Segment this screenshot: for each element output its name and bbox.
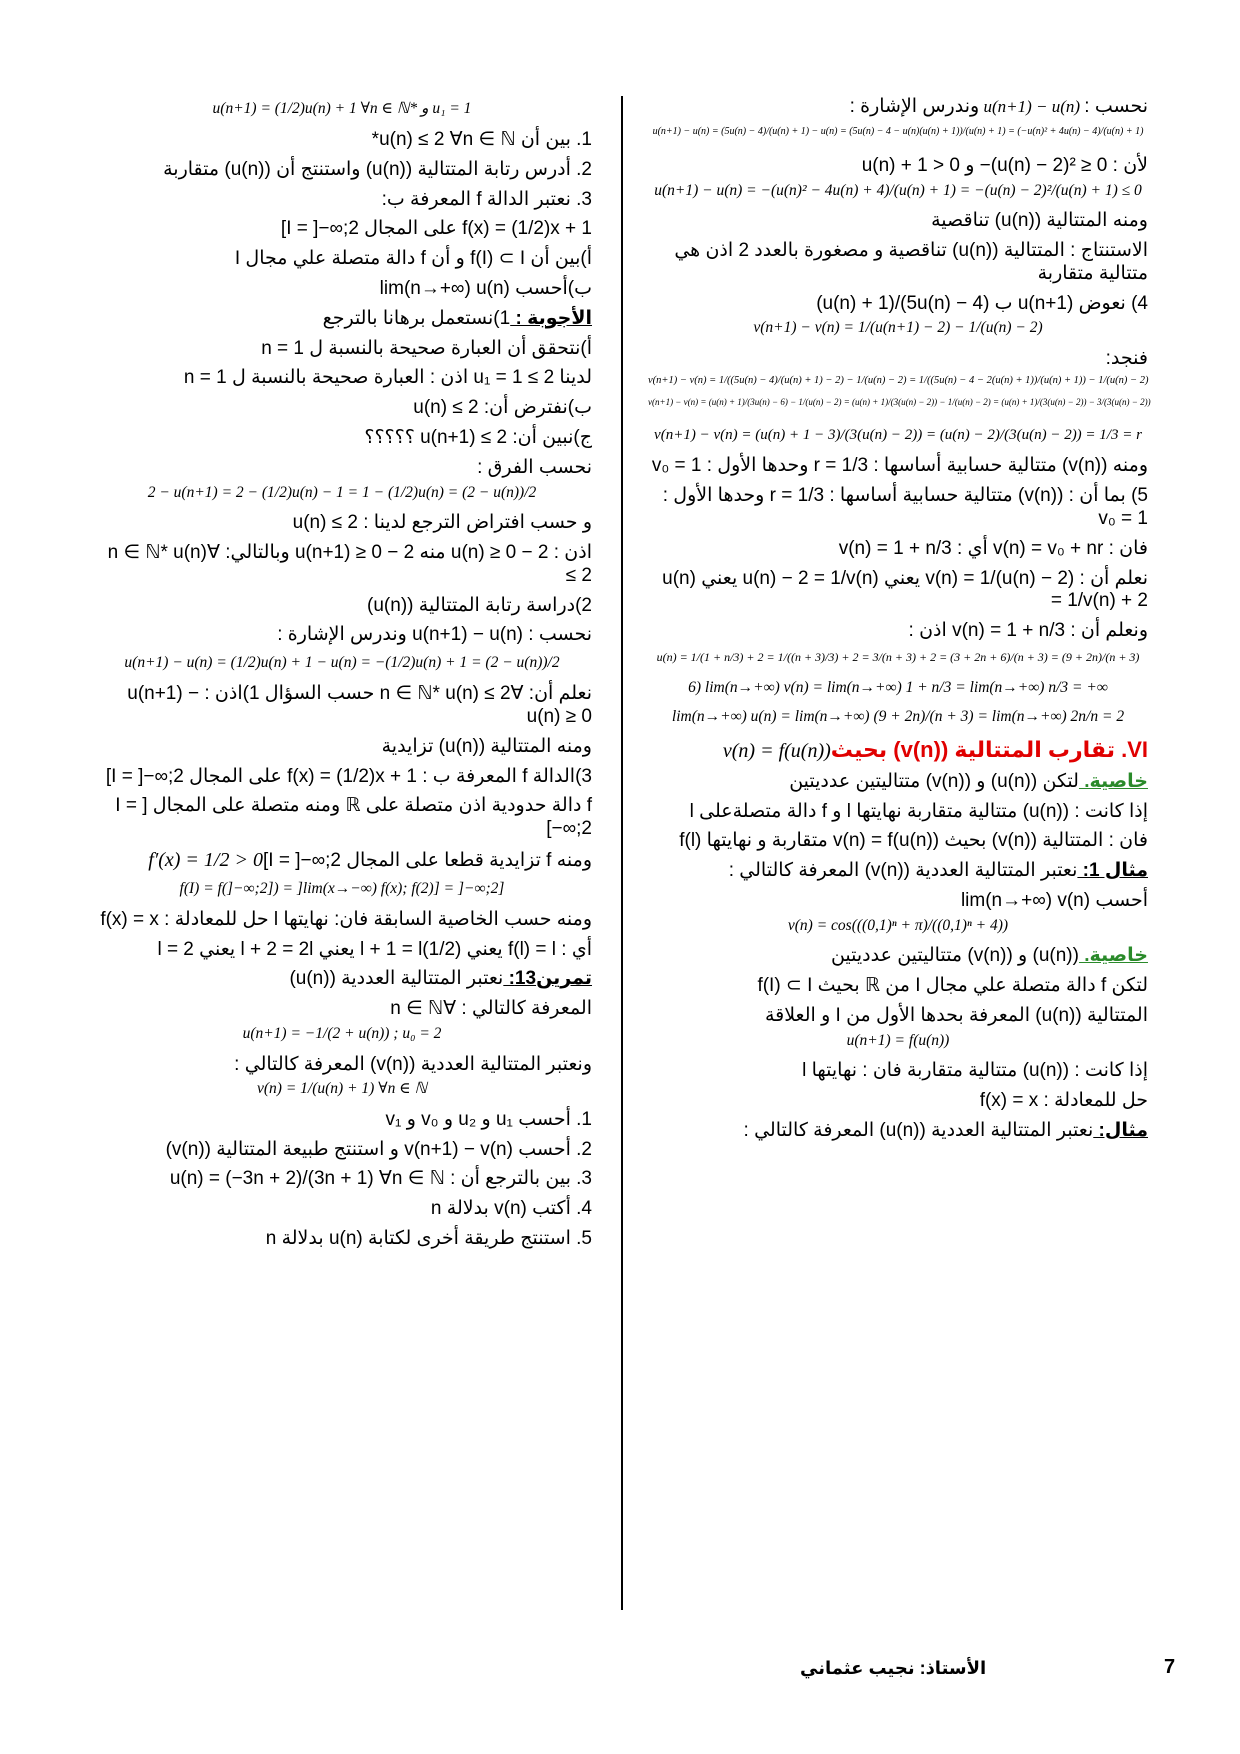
left-column-line bbox=[92, 1228, 592, 1251]
equation: lim(n→+∞) u(n) = lim(n→+∞) (9 + 2n)/(n + 3) = lim(n→+∞) 2n/n = 2 bbox=[671, 707, 1125, 725]
line-text: أ)بين أن f(I) ⊂ I و أن f دالة متصلة علي مجال I bbox=[234, 248, 592, 270]
left-column-line bbox=[92, 909, 592, 932]
left-column-line bbox=[92, 338, 592, 361]
right-column-line bbox=[648, 890, 1148, 935]
section-heading: VI. تقارب المتتالية (v(n)) بحيث bbox=[830, 736, 1148, 762]
right-column-line bbox=[648, 538, 1148, 561]
left-column-line bbox=[92, 736, 592, 759]
right-column-line bbox=[648, 650, 1148, 672]
equation: u(n+1) = f(u(n)) bbox=[846, 1031, 950, 1049]
column-divider bbox=[621, 96, 623, 1610]
left-column-line bbox=[92, 595, 592, 618]
line-text: ومنه (v(n)) متتالية حسابية أساسها : r = 1/3 وحدها الأول : v₀ = 1 bbox=[651, 455, 1148, 477]
right-column-line bbox=[648, 860, 1148, 883]
left-column-line bbox=[92, 367, 592, 390]
left-column-line bbox=[92, 397, 592, 420]
right-column-line bbox=[648, 210, 1148, 233]
equation: u(n+1) − u(n) = (5u(n) − 4)/(u(n) + 1) − u(n) = (5u(n) − 4 − u(n)(u(n) + 1))/(u(n) + 1) = (−u(n)² + 4u(n) − 4)/(u(n) + 1) bbox=[652, 125, 1144, 137]
right-column-line bbox=[648, 96, 1148, 119]
right-column-line bbox=[648, 397, 1151, 419]
line-text: ج)نبين أن: u(n+1) ≤ 2 ؟؟؟؟؟ bbox=[364, 426, 592, 448]
line-text-2: وندرس الإشارة : bbox=[849, 96, 980, 117]
line-text: 4. أكتب v(n) بدلالة n bbox=[430, 1198, 592, 1220]
right-column-line bbox=[648, 240, 1148, 286]
line-text: لتكن f دالة متصلة علي مجال I من ℝ بحيث f(I) ⊂ I bbox=[757, 975, 1148, 997]
line-text: 1. أحسب u₁ و u₂ و v₀ و v₁ bbox=[385, 1108, 592, 1130]
line-text: ب)أحسب lim(n→+∞) u(n) bbox=[379, 277, 592, 299]
line-text: 3)الدالة f المعرفة ب : f(x) = (1/2)x + 1 على المجال I = ]−∞;2] bbox=[105, 765, 592, 787]
equation: u(n) = 1/(1 + n/3) + 2 = 1/((n + 3)/3) + 2 = 3/(n + 3) + 2 = (3 + 2n + 6)/(n + 3) = (9 + 2n)/(n + 3) bbox=[656, 649, 1140, 664]
item-label: مثال 1: bbox=[1077, 860, 1148, 882]
right-column-line bbox=[648, 771, 1148, 794]
left-column-line bbox=[92, 457, 592, 502]
right-column-line bbox=[648, 1090, 1148, 1113]
line-text: 1)نستعمل برهانا بالترجع bbox=[322, 307, 511, 329]
line-text: 2. أدرس رتابة المتتالية (u(n)) واستنتج أن (u(n)) متقاربة bbox=[163, 158, 592, 180]
left-column-line bbox=[92, 542, 592, 588]
line-text: إذا كانت : (u(n)) متتالية متقاربة فان : نهايتها l bbox=[802, 1060, 1148, 1082]
line-text: f(x) = (1/2)x + 1 على المجال I = ]−∞;2] bbox=[280, 218, 592, 240]
line-text: (u(n)) و (v(n)) متتاليتين عدديتين bbox=[830, 945, 1079, 967]
line-text: لدينا u₁ = 1 ≤ 2 اذن : العبارة صحيحة بالنسبة ل n = 1 bbox=[183, 367, 592, 389]
left-column-line bbox=[92, 159, 592, 182]
right-column-line bbox=[648, 126, 1148, 148]
left-column-line bbox=[92, 848, 592, 873]
line-text: ومنه f تزايدية قطعا على المجال I = ]−∞;2] bbox=[262, 849, 592, 871]
item-label: مثال: bbox=[1093, 1119, 1148, 1141]
right-column-line bbox=[648, 830, 1148, 853]
author-name: الأستاذ: نجيب عثماني bbox=[800, 1658, 987, 1678]
item-label: خاصية. bbox=[1078, 770, 1148, 792]
equation: v(n+1) − v(n) = (u(n) + 1)/(3u(n) − 6) − 1/(u(n) − 2) = (u(n) + 1)/(3(u(n) − 2)) − 1/(u(n) − 2) = (u(n) + 1)/(3(u(n) − 2)) − 3/(3(u(n) − 2)) bbox=[648, 397, 1151, 408]
line-text: 4) نعوض u(n+1) ب (5u(n) − 4)/(u(n) + 1) bbox=[816, 292, 1148, 314]
line-text: ونعتبر المتتالية العددية (v(n)) المعرفة كالتالي : bbox=[234, 1053, 592, 1075]
left-column-line bbox=[92, 998, 592, 1043]
right-column-line bbox=[648, 945, 1148, 968]
equation: u(n+1) − u(n) = (1/2)u(n) + 1 − u(n) = −(1/2)u(n) + 1 = (2 − u(n))/2 bbox=[124, 654, 560, 672]
left-column-line bbox=[92, 624, 592, 647]
line-text: و حسب افتراض الترجع لدينا : u(n) ≤ 2 bbox=[292, 512, 592, 534]
equation: 6) lim(n→+∞) v(n) = lim(n→+∞) 1 + n/3 = lim(n→+∞) n/3 = +∞ bbox=[688, 678, 1108, 696]
equation: v(n+1) − v(n) = 1/((5u(n) − 4)/(u(n) + 1) − 2) − 1/(u(n) − 2) = 1/((5u(n) − 4 − 2(u(n) + 1))/(u(n) + 1)) − 1/(u(n) − 2) bbox=[648, 374, 1149, 386]
line-text: الاستنتاج : المتتالية (u(n)) تناقصية و مصغورة بالعدد 2 اذن هي متتالية متقاربة bbox=[674, 239, 1148, 284]
line-text: 5. استنتج طريقة أخرى لكتابة u(n) بدلالة n bbox=[265, 1228, 592, 1250]
line-text: 2. أحسب v(n+1) − v(n) و استنتج طبيعة المتتالية (v(n)) bbox=[165, 1138, 592, 1160]
inline-math: f′(x) = 1/2 > 0 bbox=[143, 848, 263, 871]
line-text: نعتبر المتتالية العددية (u(n)) المعرفة كالتالي : bbox=[743, 1119, 1094, 1141]
line-text: إذا كانت : (u(n)) متتالية متقاربة نهايتها l و f دالة متصلةعلى l bbox=[689, 800, 1148, 822]
line-text: نعلم أن: ∀n ∈ ℕ* u(n) ≤ 2 حسب السؤال 1)اذن : u(n+1) − u(n) ≥ 0 bbox=[127, 683, 592, 727]
line-text: أحسب lim(n→+∞) v(n) bbox=[960, 889, 1148, 911]
equation: u(n+1) = (1/2)u(n) + 1 ∀n ∈ ℕ* و u₁ = 1 bbox=[212, 100, 472, 117]
line-text: نحسب : bbox=[1084, 96, 1148, 117]
line-text: ومنه المتتالية (u(n)) تناقصية bbox=[931, 210, 1148, 232]
line-text: نعتبر المتتالية العددية (u(n)) bbox=[289, 968, 504, 990]
line-text: 2)دراسة رتابة المتتالية (u(n)) bbox=[367, 594, 592, 616]
line-text: ومنه حسب الخاصية السابقة فان: نهايتها l حل للمعادلة : f(x) = x bbox=[100, 908, 592, 930]
left-column-line bbox=[92, 683, 592, 729]
left-column-line bbox=[92, 1198, 592, 1221]
left-column-line bbox=[92, 880, 592, 902]
left-column-line bbox=[92, 427, 592, 450]
line-text: نحسب : u(n+1) − u(n) وندرس الإشارة : bbox=[277, 624, 592, 646]
left-column-line bbox=[92, 766, 592, 789]
left-column-line bbox=[92, 278, 592, 301]
right-column-line bbox=[648, 801, 1148, 824]
left-column-line bbox=[92, 939, 592, 962]
line-text: أي : f(l) = l يعني (1/2)l + 1 = l يعني l + 2 = 2l يعني l = 2 bbox=[157, 938, 592, 960]
left-column-line bbox=[92, 1168, 592, 1191]
line-text: أ)نتحقق أن العبارة صحيحة بالنسبة ل n = 1 bbox=[261, 337, 592, 359]
left-column-line bbox=[92, 129, 592, 152]
line-text: ونعلم أن : v(n) = 1 + n/3 اذن : bbox=[908, 620, 1148, 642]
left-column-line bbox=[92, 189, 592, 212]
inline-math: v(n) = f(u(n)) bbox=[717, 739, 831, 762]
equation: f(I) = f(]−∞;2]) = ]lim(x→−∞) f(x); f(2)] = ]−∞;2] bbox=[179, 879, 505, 897]
right-column bbox=[648, 96, 1151, 1150]
left-column-line bbox=[92, 100, 592, 122]
line-text: 3. نعتبر الدالة f المعرفة ب: bbox=[381, 188, 592, 210]
right-column-line bbox=[648, 348, 1148, 387]
line-text: ومنه المتتالية (u(n)) تزايدية bbox=[381, 735, 592, 757]
right-column-line bbox=[648, 568, 1148, 614]
right-column-line bbox=[648, 1005, 1148, 1050]
line-text: لتكن (u(n)) و (v(n)) متتاليتين عدديتين bbox=[789, 770, 1079, 792]
item-label: الأجوبة : bbox=[510, 307, 592, 329]
line-text: المتتالية (u(n)) المعرفة بحدها الأول من I و العلاقة bbox=[764, 1004, 1148, 1026]
line-text: لأن : 0 ≤ ²(u(n) − 2)− و 0 < u(n) + 1 bbox=[861, 154, 1148, 176]
left-column-line bbox=[92, 1109, 592, 1132]
left-column-line bbox=[92, 654, 592, 676]
right-column-line bbox=[648, 485, 1148, 531]
left-column-line bbox=[92, 968, 592, 991]
left-column-line bbox=[92, 308, 592, 331]
line-text: 5) بما أن : (v(n)) متتالية حسابية أساسها : r = 1/3 وحدها الأول : v₀ = 1 bbox=[662, 485, 1148, 529]
right-column-line bbox=[648, 426, 1148, 448]
line-text: f دالة حدودية اذن متصلة على ℝ ومنه متصلة على المجال I = ]−∞;2] bbox=[115, 795, 592, 840]
right-column-line bbox=[648, 455, 1148, 478]
line-text: نعتبر المتتالية العددية (v(n)) المعرفة كالتالي : bbox=[728, 860, 1078, 882]
page-number: 7 bbox=[1164, 1656, 1176, 1678]
left-column-line bbox=[92, 1139, 592, 1162]
line-text: 1. بين أن u(n) ≤ 2 ∀n ∈ ℕ* bbox=[371, 129, 592, 150]
left-column-line bbox=[92, 512, 592, 535]
line-text: فان : المتتالية (v(n)) بحيث v(n) = f(u(n)) متقاربة و نهايتها f(l) bbox=[679, 830, 1148, 852]
right-column-line bbox=[648, 293, 1148, 338]
equation: v(n) = cos(((0,1)ⁿ + π)/((0,1)ⁿ + 4)) bbox=[787, 916, 1009, 934]
inline-math: u(n+1) − u(n) bbox=[979, 97, 1085, 116]
line-text: نعلم أن : v(n) = 1/(u(n) − 2) يعني u(n) − 2 = 1/v(n) يعني u(n) = 1/v(n) + 2 bbox=[662, 567, 1148, 612]
equation: u(n+1) − u(n) = −(u(n)² − 4u(n) + 4)/(u(n) + 1) = −(u(n) − 2)²/(u(n) + 1) ≤ 0 bbox=[654, 181, 1142, 199]
equation: 2 − u(n+1) = 2 − (1/2)u(n) − 1 = 1 − (1/2)u(n) = (2 − u(n))/2 bbox=[147, 483, 537, 501]
equation: v(n+1) − v(n) = (u(n) + 1 − 3)/(3(u(n) − 2)) = (u(n) − 2)/(3(u(n) − 2)) = 1/3 = r bbox=[654, 427, 1142, 444]
right-column-line bbox=[648, 737, 1148, 764]
line-text: فان : v(n) = v₀ + nr أي : v(n) = 1 + n/3 bbox=[838, 537, 1148, 559]
right-column-line bbox=[648, 708, 1148, 730]
left-column-line bbox=[92, 218, 592, 241]
right-column-line bbox=[648, 1120, 1148, 1143]
equation: v(n) = 1/(u(n) + 1) ∀n ∈ ℕ bbox=[257, 1080, 427, 1098]
equation: v(n+1) − v(n) = 1/(u(n+1) − 2) − 1/(u(n) − 2) bbox=[753, 319, 1043, 337]
left-column-line bbox=[92, 248, 592, 271]
line-text: فنجد: bbox=[1105, 347, 1148, 369]
right-column-line bbox=[648, 975, 1148, 998]
item-label: تمرين13: bbox=[503, 968, 592, 990]
equation: u(n+1) = −1/(2 + u(n)) ; u₀ = 2 bbox=[242, 1024, 442, 1042]
left-column bbox=[92, 96, 592, 1258]
line-text: 3. بين بالترجع أن : u(n) = (−3n + 2)/(3n + 1) ∀n ∈ ℕ bbox=[169, 1168, 592, 1190]
item-label: خاصية. bbox=[1078, 945, 1148, 967]
right-column-line bbox=[648, 1060, 1148, 1083]
right-column-line bbox=[648, 155, 1148, 200]
line-text: ب)نفترض أن: u(n) ≤ 2 bbox=[413, 397, 592, 419]
left-column-line bbox=[92, 1054, 592, 1099]
right-column-line bbox=[648, 620, 1148, 643]
page-footer bbox=[0, 1656, 1240, 1686]
left-column-line bbox=[92, 795, 592, 841]
line-text: نحسب الفرق : bbox=[477, 456, 592, 478]
line-text: اذن : 2 − u(n) ≥ 0 منه 2 − u(n+1) ≥ 0 وبالتالي: ∀n ∈ ℕ* u(n) ≤ 2 bbox=[107, 541, 592, 586]
line-text: حل للمعادلة : f(x) = x bbox=[979, 1090, 1148, 1112]
right-column-line bbox=[648, 679, 1148, 701]
line-text: المعرفة كالتالي : ∀n ∈ ℕ bbox=[390, 998, 592, 1020]
